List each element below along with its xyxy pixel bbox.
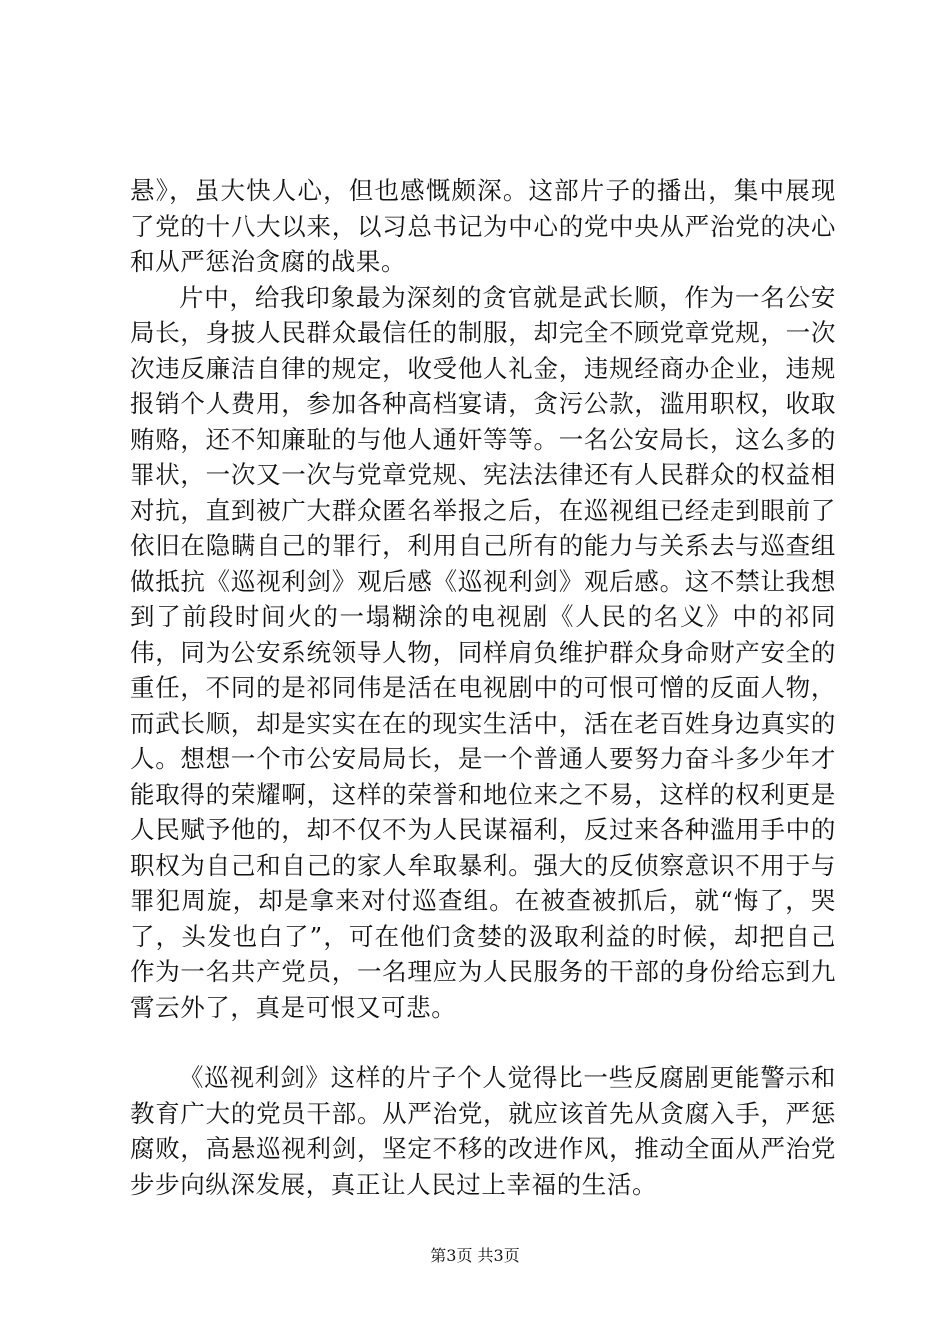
paragraph-continued: 悬》，虽大快人心，但也感慨颇深。这部片子的播出，集中展现了党的十八大以来，以习总书记为中心的党中央从严治党的决心和从严惩治贪腐的战果。: [130, 176, 836, 276]
page-number-footer: 第3页 共3页: [430, 1246, 520, 1265]
paragraph-main: 片中，给我印象最为深刻的贪官就是武长顺，作为一名公安局长，身披人民群众最信任的制服，却完全不顾党章党规，一次次违反廉洁自律的规定，收受他人礼金，违规经商办企业，违规报销个人费用，参加各种高档宴请，贪污公款，滥用职权，收取贿赂，还不知廉耻的与他人通奸等等。一名公安局长，这么多的罪状，一次又一次与党章党规、宪法法律还有人民群众的权益相对抗，直到被广大群众匿名举报之后，在巡视组已经走到眼前了依旧在隐瞒自己的罪行，利用自己所有的能力与关系去与巡查组做抵抗《巡视利剑》观后感《巡视利剑》观后感。这不禁让我想到了前段时间火的一塌糊涂的电视剧《人民的名义》中的祁同伟，同为公安系统领导人物，同样肩负维护群众身命财产安全的重任，不同的是祁同伟是活在电视剧中的可恨可憎的反面人物，而武长顺，却是实实在在的现实生活中，活在老百姓身边真实的人。想想一个市公安局局长，是一个普通人要努力奋斗多少年才能取得的荣耀啊，这样的荣誉和地位来之不易，这样的权利更是人民赋予他的，却不仅不为人民谋福利，反过来各种滥用手中的职权为自己和自己的家人牟取暴利。强大的反侦察意识不用于与罪犯周旋，却是拿来对付巡查组。在被查被抓后，就“悔了，哭了，头发也白了”，可在他们贪婪的汲取利益的时候，却把自己作为一名共产党员，一名理应为人民服务的干部的身份给忘到九霄云外了，真是可恨又可悲。: [130, 282, 836, 1022]
document-body: [130, 173, 836, 1202]
paragraph-conclusion: 《巡视利剑》这样的片子个人觉得比一些反腐剧更能警示和教育广大的党员干部。从严治党，就应该首先从贪腐入手，严惩腐败，高悬巡视利剑，坚定不移的改进作风，推动全面从严治党步步向纵深发展，真正让人民过上幸福的生活。: [130, 1063, 836, 1199]
